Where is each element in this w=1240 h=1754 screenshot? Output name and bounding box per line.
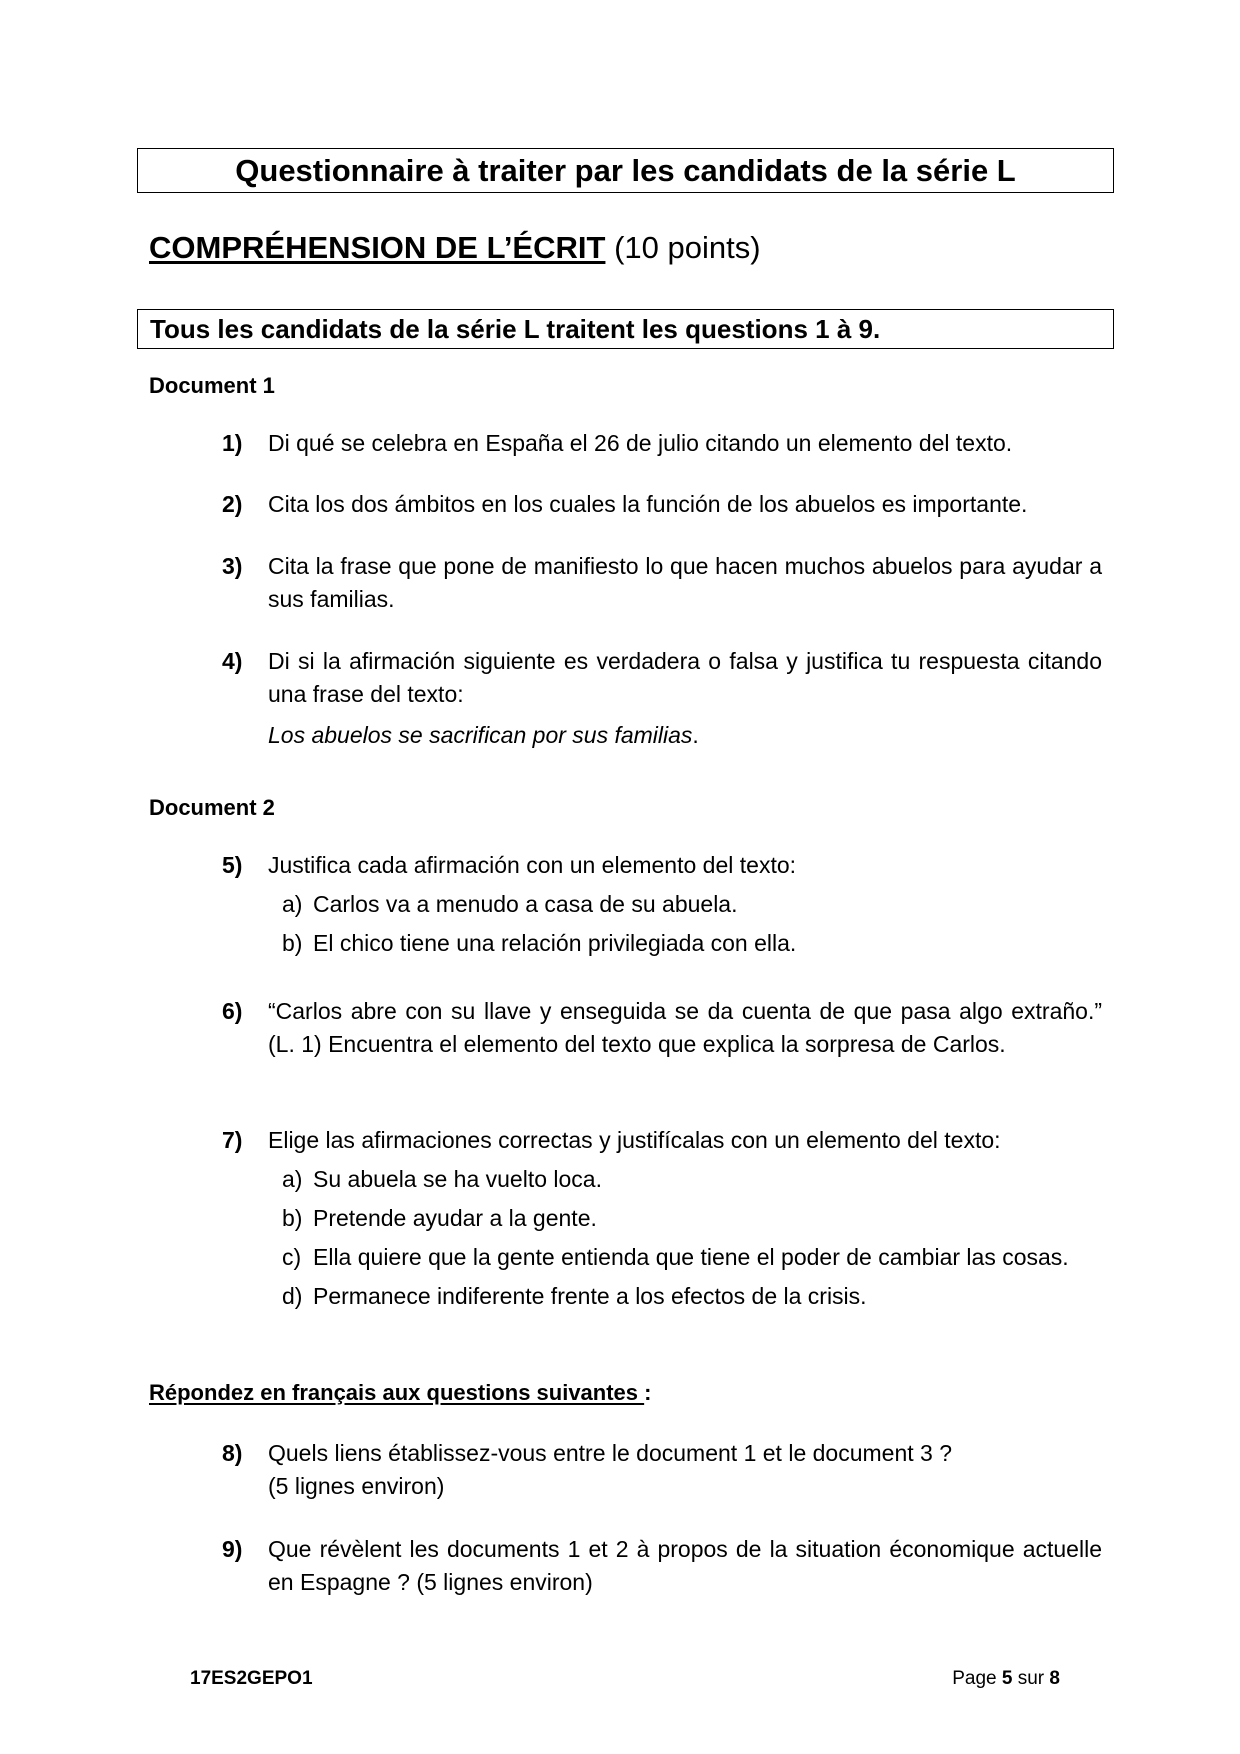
section-heading xyxy=(149,228,761,268)
answer-item xyxy=(282,888,1102,921)
of-word: sur xyxy=(1017,1668,1045,1689)
question-5 xyxy=(222,849,1102,960)
question-number: 8) xyxy=(222,1440,243,1466)
page-number: 5 xyxy=(1001,1668,1013,1689)
item-letter: c) xyxy=(282,1244,302,1270)
question-number: 2) xyxy=(222,491,243,517)
item-text: Pretende ayudar a la gente. xyxy=(313,1205,597,1231)
question-text: Di qué se celebra en España el 26 de julio citando un elemento del texto. xyxy=(268,430,1013,456)
respond-colon: : xyxy=(644,1380,652,1405)
section-title: COMPRÉHENSION DE L’ÉCRIT xyxy=(149,230,606,265)
question-6 xyxy=(222,995,1102,1061)
question-1 xyxy=(222,427,1102,460)
answer-item xyxy=(282,1202,1102,1235)
question-7 xyxy=(222,1124,1102,1313)
answer-item xyxy=(282,1241,1102,1274)
answer-item xyxy=(282,1163,1102,1196)
item-letter: a) xyxy=(282,891,303,917)
question-number: 1) xyxy=(222,430,243,456)
instruction-box: Tous les candidats de la série L traitent les questions 1 à 9. xyxy=(137,309,1114,349)
item-text: Ella quiere que la gente entienda que tiene el poder de cambiar las cosas. xyxy=(313,1244,1069,1270)
answer-item xyxy=(282,1280,1102,1313)
statement xyxy=(268,719,1102,752)
section-points: (10 points) xyxy=(614,230,761,265)
exam-code: 17ES2GEPO1 xyxy=(190,1668,313,1689)
questionnaire-title: Questionnaire à traiter par les candidats de la série L xyxy=(137,148,1114,193)
question-number: 5) xyxy=(222,852,243,878)
question-2 xyxy=(222,488,1102,521)
question-text: Cita los dos ámbitos en los cuales la función de los abuelos es importante. xyxy=(268,491,1028,517)
document-2-label: Document 2 xyxy=(149,795,275,820)
page-indicator xyxy=(952,1668,1060,1690)
item-letter: b) xyxy=(282,930,303,956)
item-letter: a) xyxy=(282,1166,303,1192)
item-letter: d) xyxy=(282,1283,303,1309)
question-text: Que révèlent les documents 1 et 2 à propos de la situation économique actuelle en Espagne ? (5 lignes environ) xyxy=(268,1536,1102,1595)
question-9 xyxy=(222,1533,1102,1599)
question-text: Elige las afirmaciones correctas y justifícalas con un elemento del texto: xyxy=(268,1127,1001,1153)
item-text: Carlos va a menudo a casa de su abuela. xyxy=(313,891,738,917)
question-number: 7) xyxy=(222,1127,243,1153)
question-text: Cita la frase que pone de manifiesto lo que hacen muchos abuelos para ayudar a sus familias. xyxy=(268,553,1102,612)
question-text: “Carlos abre con su llave y enseguida se da cuenta de que pasa algo extraño.” (L. 1) Encuentra el elemento del texto que explica la sorpresa de Carlos. xyxy=(268,998,1102,1057)
question-number: 6) xyxy=(222,998,243,1024)
question-number: 4) xyxy=(222,648,243,674)
question-text: Quels liens établissez-vous entre le document 1 et le document 3 ? xyxy=(268,1440,952,1466)
item-text: Su abuela se ha vuelto loca. xyxy=(313,1166,602,1192)
question-note: (5 lignes environ) xyxy=(268,1473,445,1499)
item-text: El chico tiene una relación privilegiada con ella. xyxy=(313,930,797,956)
item-text: Permanece indiferente frente a los efectos de la crisis. xyxy=(313,1283,867,1309)
respond-instruction xyxy=(149,1379,651,1407)
question-text: Di si la afirmación siguiente es verdadera o falsa y justifica tu respuesta citando una frase del texto: xyxy=(268,648,1102,707)
question-4 xyxy=(222,645,1102,752)
page-word: Page xyxy=(952,1668,997,1689)
question-text: Justifica cada afirmación con un elemento del texto: xyxy=(268,852,797,878)
item-letter: b) xyxy=(282,1205,303,1231)
question-number: 9) xyxy=(222,1536,243,1562)
question-number: 3) xyxy=(222,553,243,579)
statement-text: Los abuelos se sacrifican por sus familias xyxy=(268,722,693,748)
question-3 xyxy=(222,550,1102,616)
question-8 xyxy=(222,1437,1102,1503)
page-total: 8 xyxy=(1049,1668,1060,1689)
respond-label: Répondez en français aux questions suivantes xyxy=(149,1380,645,1405)
statement-period: . xyxy=(692,722,699,748)
answer-item xyxy=(282,927,1102,960)
document-1-label: Document 1 xyxy=(149,373,275,398)
